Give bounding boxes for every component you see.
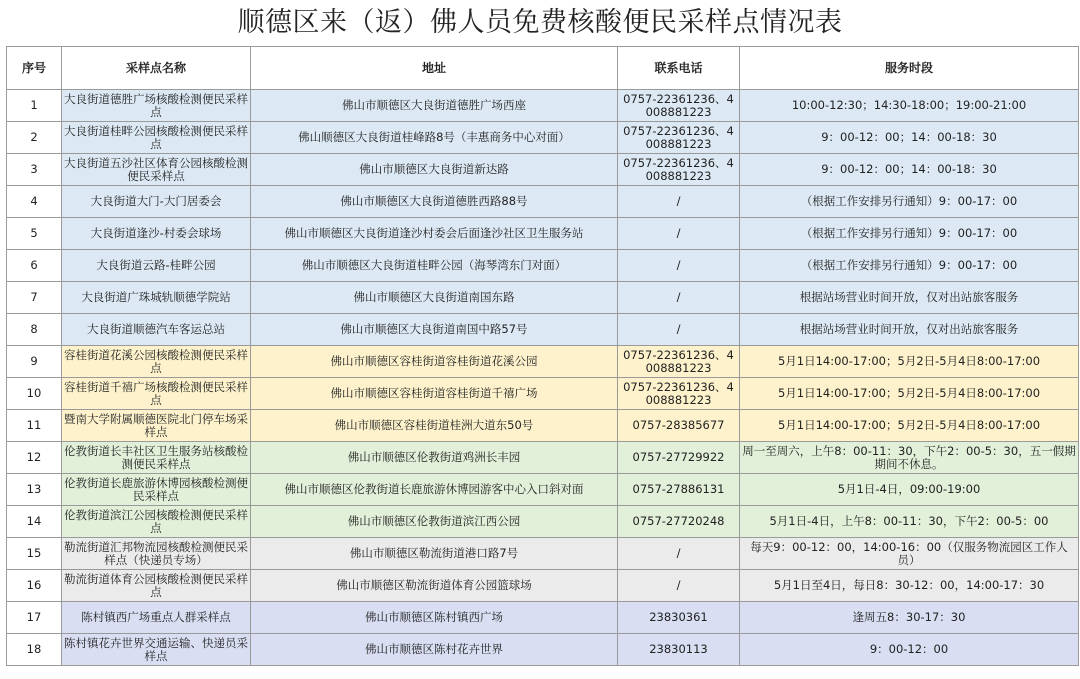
service-hours: 5月1日-4日，上午8：00-11：30，下午2：00-5：00 [740,506,1079,538]
row-no: 11 [7,410,62,442]
row-no: 15 [7,538,62,570]
site-address: 佛山市顺德区大良街道新达路 [251,154,618,186]
table-row [7,378,1079,410]
site-name: 容桂街道花溪公园核酸检测便民采样点 [62,346,251,378]
table-row [7,570,1079,602]
row-no: 9 [7,346,62,378]
site-phone: / [618,538,740,570]
header-phone: 联系电话 [618,47,740,90]
service-hours: 9：00-12：00；14：00-18：30 [740,122,1079,154]
row-no: 17 [7,602,62,634]
row-no: 14 [7,506,62,538]
site-address: 佛山市顺德区大良街道桂畔公园（海琴湾东门对面） [251,250,618,282]
table-row [7,602,1079,634]
site-phone: 0757-22361236、4008881223 [618,122,740,154]
table-row [7,346,1079,378]
site-phone: / [618,282,740,314]
page-title: 顺德区来（返）佛人员免费核酸便民采样点情况表 [237,7,843,38]
site-name: 大良街道五沙社区体育公园核酸检测便民采样点 [62,154,251,186]
site-phone: / [618,314,740,346]
service-hours: （根据工作安排另行通知）9：00-17：00 [740,186,1079,218]
service-hours: （根据工作安排另行通知）9：00-17：00 [740,250,1079,282]
table-row [7,442,1079,474]
table-row [7,218,1079,250]
site-phone: 23830113 [618,634,740,666]
row-no: 16 [7,570,62,602]
service-hours: 5月1日14:00-17:00；5月2日-5月4日8:00-17:00 [740,378,1079,410]
site-address: 佛山市顺德区伦教街道滨江西公园 [251,506,618,538]
service-hours: 10:00-12:30；14:30-18:00；19:00-21:00 [740,90,1079,122]
table-row [7,506,1079,538]
service-hours: 5月1日14:00-17:00；5月2日-5月4日8:00-17:00 [740,410,1079,442]
site-address: 佛山市顺德区陈村镇西广场 [251,602,618,634]
table-row [7,314,1079,346]
site-phone: / [618,218,740,250]
header-service-hours: 服务时段 [740,47,1079,90]
table-row [7,186,1079,218]
table-body [7,90,1079,666]
site-name: 伦教街道长鹿旅游休博园核酸检测便民采样点 [62,474,251,506]
site-address: 佛山市顺德区勒流街道港口路7号 [251,538,618,570]
row-no: 18 [7,634,62,666]
service-hours: 9：00-12：00；14：00-18：30 [740,154,1079,186]
site-phone: 0757-22361236、4008881223 [618,346,740,378]
site-name: 大良街道大门-大门居委会 [62,186,251,218]
site-phone: 0757-22361236、4008881223 [618,378,740,410]
service-hours: 根据站场营业时间开放，仅对出站旅客服务 [740,314,1079,346]
site-name: 大良街道逢沙-村委会球场 [62,218,251,250]
site-name: 大良街道桂畔公园核酸检测便民采样点 [62,122,251,154]
service-hours: 每天9：00-12：00，14:00-16：00（仅服务物流园区工作人员） [740,538,1079,570]
service-hours: 5月1日-4日，09:00-19:00 [740,474,1079,506]
site-address: 佛山市顺德区大良街道南国东路 [251,282,618,314]
table-row [7,282,1079,314]
row-no: 5 [7,218,62,250]
table-row [7,474,1079,506]
site-name: 伦教街道滨江公园核酸检测便民采样点 [62,506,251,538]
service-hours: 5月1日至4日，每日8：30-12：00，14:00-17：30 [740,570,1079,602]
row-no: 10 [7,378,62,410]
table-row [7,250,1079,282]
row-no: 8 [7,314,62,346]
header-address: 地址 [251,47,618,90]
table-header [7,47,1079,90]
service-hours: （根据工作安排另行通知）9：00-17：00 [740,218,1079,250]
row-no: 13 [7,474,62,506]
header-site-name: 采样点名称 [62,47,251,90]
header-row [7,47,1079,90]
site-phone: / [618,250,740,282]
site-address: 佛山市顺德区伦教街道鸡洲长丰园 [251,442,618,474]
row-no: 3 [7,154,62,186]
site-address: 佛山市顺德区容桂街道容桂街道千禧广场 [251,378,618,410]
site-phone: 0757-28385677 [618,410,740,442]
table-row [7,154,1079,186]
site-address: 佛山市顺德区勒流街道体育公园篮球场 [251,570,618,602]
site-name: 大良街道顺德汽车客运总站 [62,314,251,346]
site-name: 勒流街道汇邦物流园核酸检测便民采样点（快递员专场） [62,538,251,570]
header-no: 序号 [7,47,62,90]
site-phone: 0757-27720248 [618,506,740,538]
row-no: 4 [7,186,62,218]
site-address: 佛山市顺德区容桂街道桂洲大道东50号 [251,410,618,442]
site-address: 佛山市顺德区大良街道逢沙村委会后面逢沙社区卫生服务站 [251,218,618,250]
site-phone: 0757-22361236、4008881223 [618,90,740,122]
table-row [7,634,1079,666]
site-address: 佛山市顺德区伦教街道长鹿旅游休博园游客中心入口斜对面 [251,474,618,506]
row-no: 2 [7,122,62,154]
site-phone: 0757-22361236、4008881223 [618,154,740,186]
row-no: 6 [7,250,62,282]
service-hours: 周一至周六，上午8：00-11：30，下午2：00-5：30，五一假期期间不休息。 [740,442,1079,474]
site-name: 陈村镇西广场重点人群采样点 [62,602,251,634]
service-hours: 逢周五8：30-17：30 [740,602,1079,634]
table-row [7,538,1079,570]
sampling-sites-table [6,46,1079,666]
site-name: 容桂街道千禧广场核酸检测便民采样点 [62,378,251,410]
table-row [7,122,1079,154]
site-address: 佛山市顺德区大良街道德胜广场西座 [251,90,618,122]
service-hours: 9：00-12：00 [740,634,1079,666]
table-row [7,410,1079,442]
site-name: 暨南大学附属顺德医院北门停车场采样点 [62,410,251,442]
row-no: 12 [7,442,62,474]
table-row [7,90,1079,122]
site-phone: 0757-27886131 [618,474,740,506]
site-address: 佛山市顺德区大良街道南国中路57号 [251,314,618,346]
site-phone: 23830361 [618,602,740,634]
site-name: 陈村镇花卉世界交通运输、快递员采样点 [62,634,251,666]
site-address: 佛山市顺德区大良街道德胜西路88号 [251,186,618,218]
row-no: 7 [7,282,62,314]
site-name: 大良街道德胜广场核酸检测便民采样点 [62,90,251,122]
site-address: 佛山顺德区大良街道桂峰路8号（丰惠商务中心对面） [251,122,618,154]
site-phone: / [618,186,740,218]
site-name: 大良街道广珠城轨顺德学院站 [62,282,251,314]
site-phone: / [618,570,740,602]
row-no: 1 [7,90,62,122]
site-phone: 0757-27729922 [618,442,740,474]
service-hours: 根据站场营业时间开放，仅对出站旅客服务 [740,282,1079,314]
site-address: 佛山市顺德区陈村花卉世界 [251,634,618,666]
service-hours: 5月1日14:00-17:00；5月2日-5月4日8:00-17:00 [740,346,1079,378]
site-address: 佛山市顺德区容桂街道容桂街道花溪公园 [251,346,618,378]
site-name: 大良街道云路-桂畔公园 [62,250,251,282]
site-name: 伦教街道长丰社区卫生服务站核酸检测便民采样点 [62,442,251,474]
site-name: 勒流街道体育公园核酸检测便民采样点 [62,570,251,602]
